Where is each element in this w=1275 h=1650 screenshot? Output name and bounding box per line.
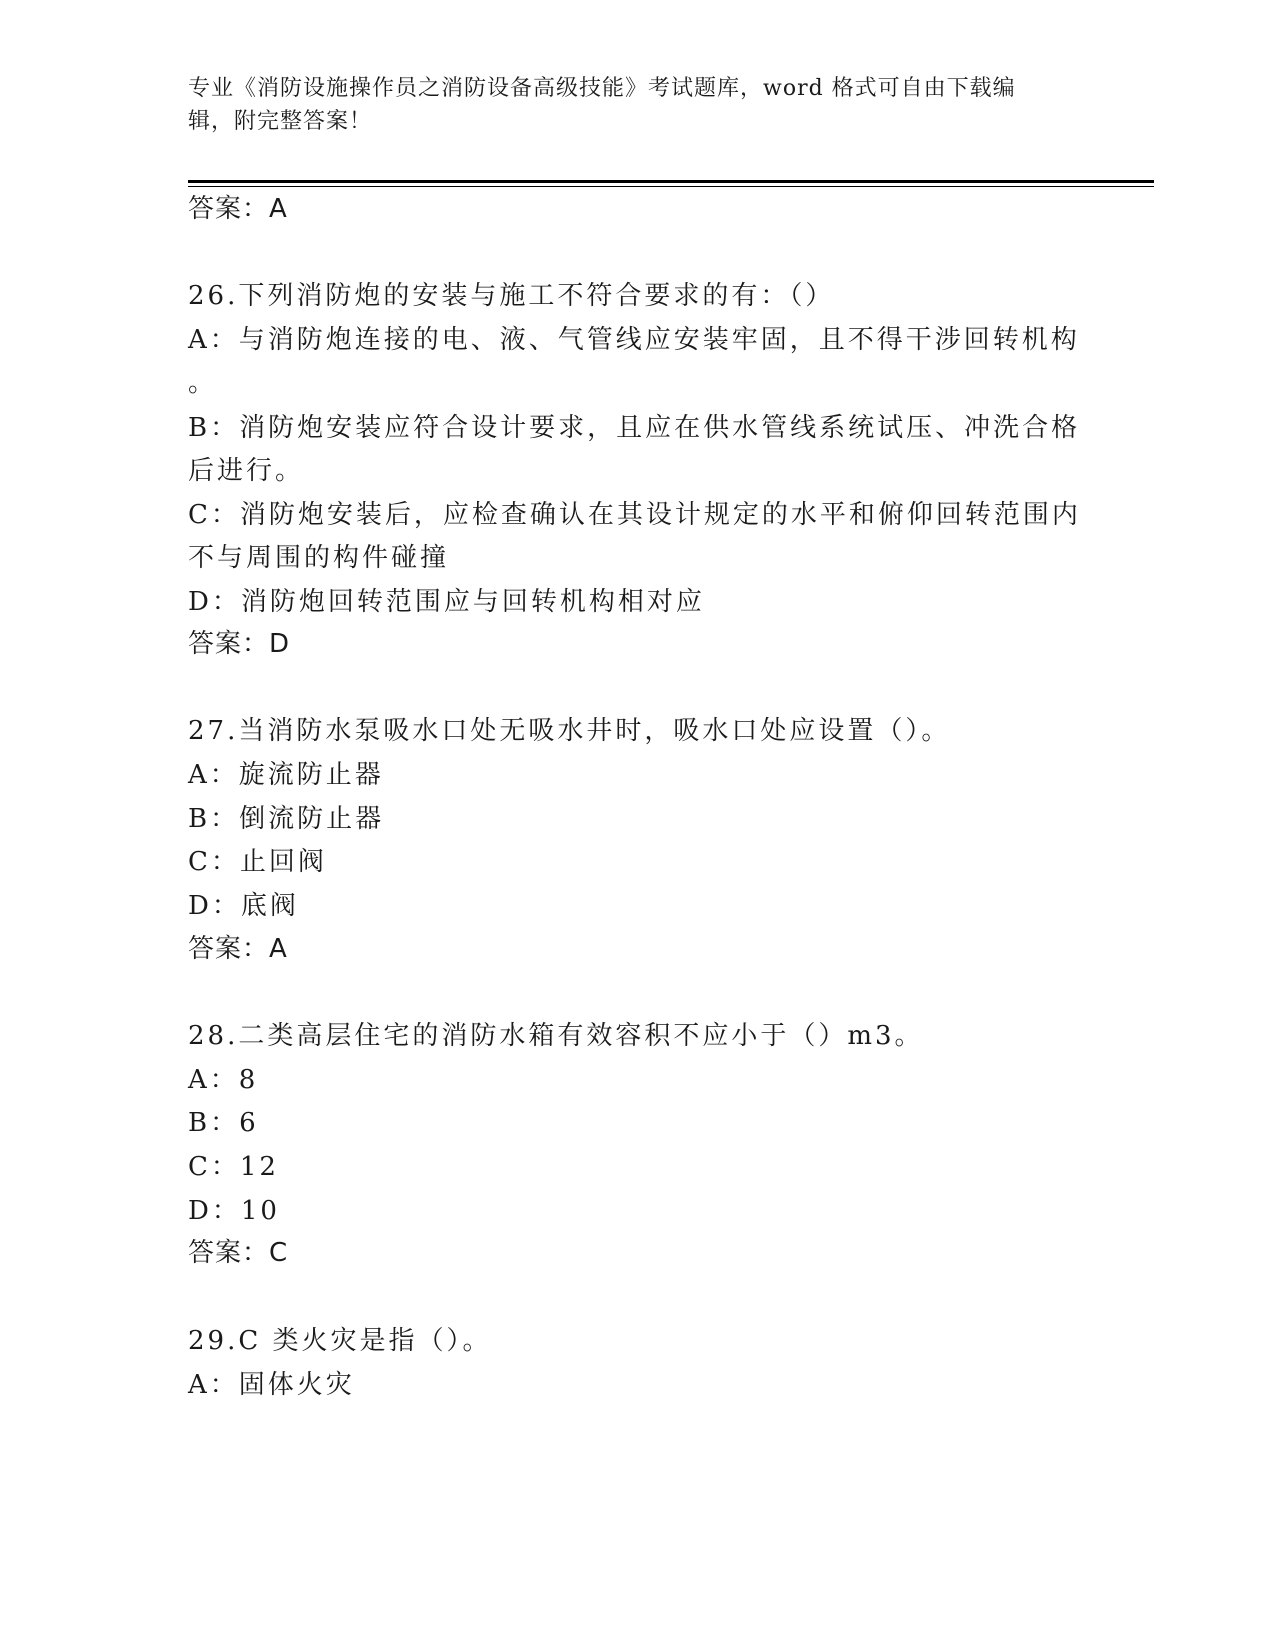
question-28-option-a: A：8 <box>188 1065 259 1095</box>
question-29-stem: 29.C 类火灾是指（）。 <box>188 1326 492 1356</box>
question-27-option-d: D：底阀 <box>188 891 299 921</box>
question-27-option-a: A：旋流防止器 <box>188 760 384 790</box>
question-26-option-c-line-1: C：消防炮安装后，应检查确认在其设计规定的水平和俯仰回转范围内 <box>188 500 1081 530</box>
header-rule-thick <box>188 180 1154 183</box>
question-27-option-b: B：倒流防止器 <box>188 804 385 834</box>
answer-26: 答案：D <box>188 629 291 659</box>
question-27-option-c: C：止回阀 <box>188 847 327 877</box>
header-rule-thin <box>188 186 1154 187</box>
header-line-1: 专业《消防设施操作员之消防设备高级技能》考试题库，word 格式可自由下载编 <box>188 76 1016 101</box>
answer-28: 答案：C <box>188 1238 289 1268</box>
question-29-option-a: A：固体火灾 <box>188 1370 355 1400</box>
answer-27: 答案：A <box>188 934 288 964</box>
question-26-option-d: D：消防炮回转范围应与回转机构相对应 <box>188 587 705 617</box>
question-28-stem: 28.二类高层住宅的消防水箱有效容积不应小于（）m3。 <box>188 1021 924 1051</box>
question-26-option-c-line-2: 不与周围的构件碰撞 <box>188 543 450 573</box>
question-26-option-a-line-2: 。 <box>188 368 218 398</box>
header-line-2: 辑，附完整答案！ <box>188 109 373 134</box>
page-header <box>188 72 1068 138</box>
question-26-option-b-line-1: B：消防炮安装应符合设计要求，且应在供水管线系统试压、冲洗合格 <box>188 413 1081 443</box>
question-28-option-d: D：10 <box>188 1196 280 1226</box>
answer-25: 答案：A <box>188 194 288 224</box>
question-26-option-a-line-1: A：与消防炮连接的电、液、气管线应安装牢固，且不得干涉回转机构 <box>188 325 1080 355</box>
question-28-option-c: C：12 <box>188 1152 279 1182</box>
question-28-option-b: B：6 <box>188 1108 259 1138</box>
question-26-stem: 26.下列消防炮的安装与施工不符合要求的有：（） <box>188 281 835 311</box>
question-27-stem: 27.当消防水泵吸水口处无吸水井时，吸水口处应设置（）。 <box>188 716 951 746</box>
question-26-option-b-line-2: 后进行。 <box>188 456 305 486</box>
